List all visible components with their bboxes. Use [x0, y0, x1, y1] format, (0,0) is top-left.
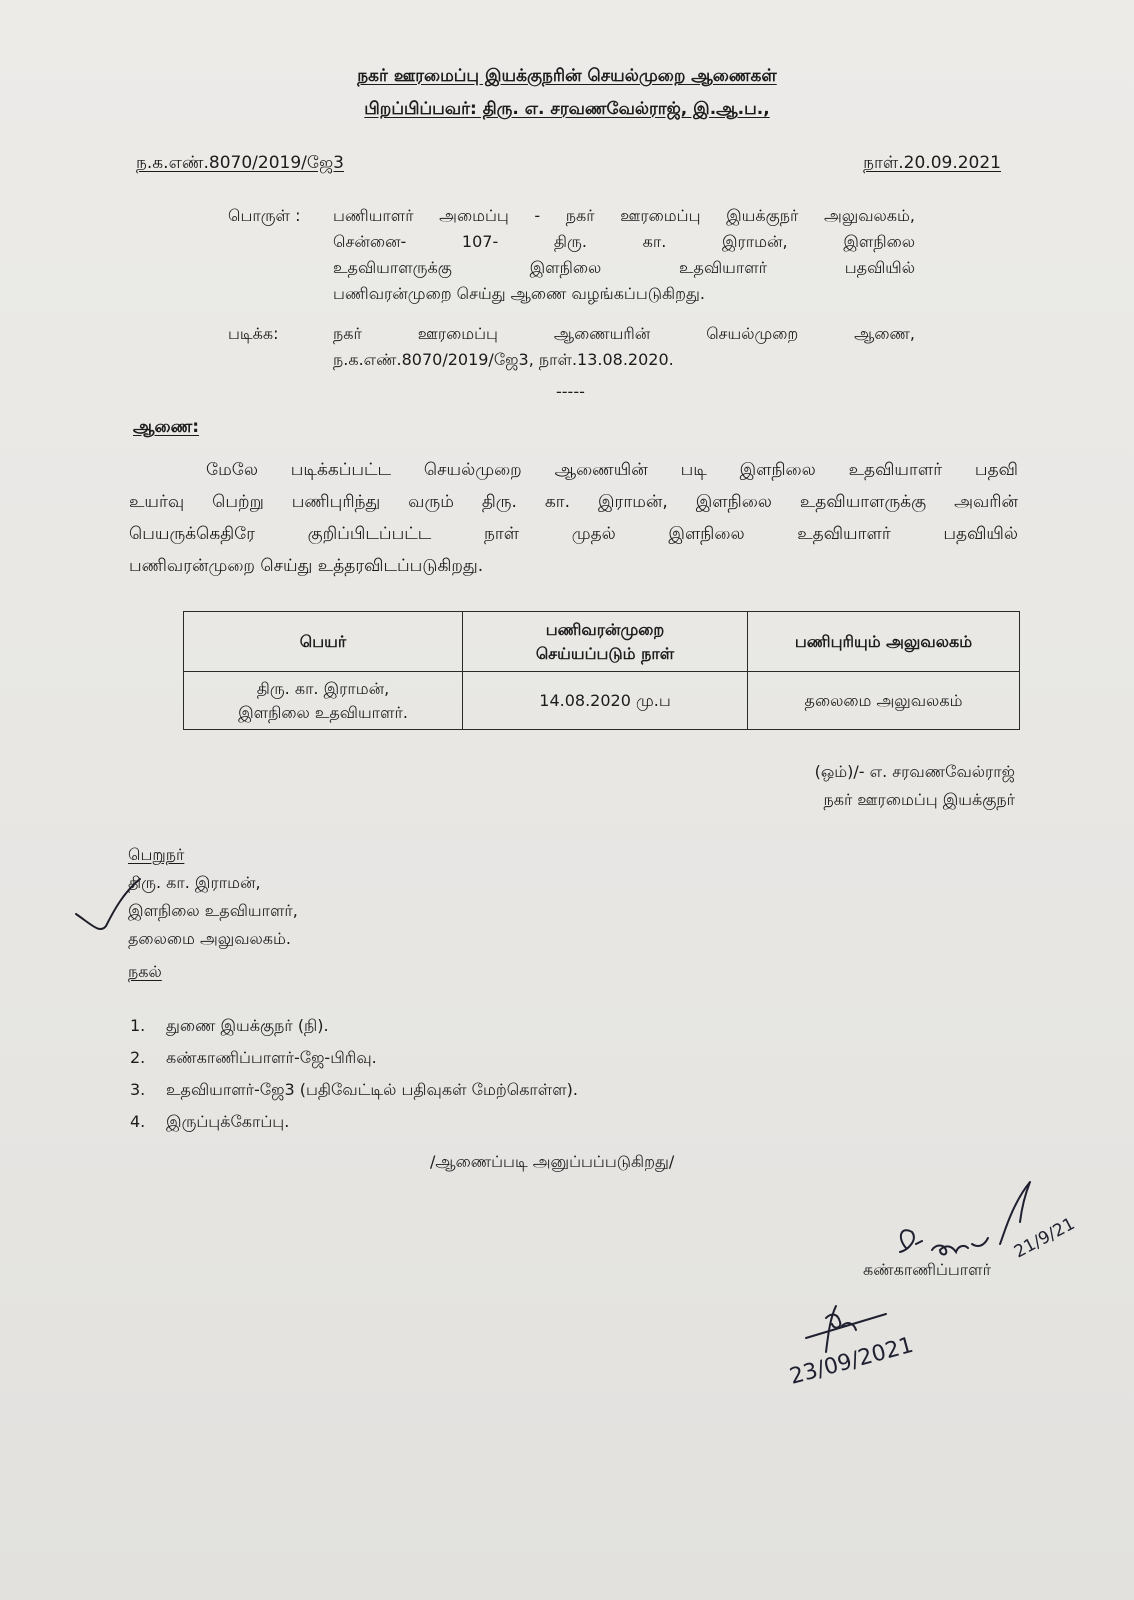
recipient-line: இளநிலை உதவியாளர், [128, 901, 298, 920]
reference-label: படிக்க: [228, 324, 279, 343]
list-item-text: கண்காணிப்பாளர்-ஜே-பிரிவு. [166, 1048, 377, 1067]
list-item-text: உதவியாளர்-ஜே3 (பதிவேட்டில் பதிவுகள் மேற்கொள்ள). [166, 1080, 578, 1099]
recipient-heading: பெறுநர் [128, 845, 185, 864]
subject-line: பணிவரன்முறை செய்து ஆணை வழங்கப்படுகிறது. [333, 284, 705, 303]
list-item-text: இருப்புக்கோப்பு. [166, 1112, 290, 1131]
superintendent-label: கண்காணிப்பாளர் [863, 1260, 991, 1279]
list-item: 1. துணை இயக்குநர் (நி). [130, 1016, 329, 1035]
column-header-office: பணிபுரியும் அலுவலகம் [748, 612, 1020, 672]
tick-mark-icon [76, 879, 140, 929]
signature-name: (ஒம்)/- எ. சரவணவேல்ராஜ் [814, 762, 1015, 781]
subject-line: சென்னை- 107- திரு. கா. இராமன், இளநிலை [333, 232, 915, 251]
list-item: 4. இருப்புக்கோப்பு. [130, 1112, 290, 1131]
order-heading: ஆணை: [133, 417, 200, 437]
copy-heading: நகல் [128, 962, 162, 981]
recipient-line: திரு. கா. இராமன், [128, 873, 261, 892]
recipient-line: தலைமை அலுவலகம். [128, 929, 291, 948]
signature-designation: நகர் ஊரமைப்பு இயக்குநர் [823, 790, 1015, 809]
handwritten-date-1: 21/9/21 [1010, 1213, 1079, 1263]
list-item: 3. உதவியாளர்-ஜே3 (பதிவேட்டில் பதிவுகள் மேற்கொள்ள). [130, 1080, 578, 1099]
cell-name-line: இளநிலை உதவியாளர். [238, 702, 408, 722]
issuer-line: பிறப்பிப்பவர்: திரு. எ. சரவணவேல்ராஜ், இ.ஆ.ப., [364, 99, 770, 119]
reference-line: ந.க.எண்.8070/2019/ஜே3, நாள்.13.08.2020. [333, 350, 674, 369]
superintendent-signature-icon [900, 1182, 1030, 1255]
forwarded-note: /ஆணைப்படி அனுப்பப்படுகிறது/ [430, 1152, 675, 1171]
column-header-name: பெயர் [184, 612, 463, 672]
cell-name-line: திரு. கா. இராமன், [256, 678, 390, 698]
order-line: மேலே படிக்கப்பட்ட செயல்முறை ஆணையின் படி இளநிலை உதவியாளர் பதவி [206, 460, 1018, 480]
order-line: பெயருக்கெதிரே குறிப்பிடப்பட்ட நாள் முதல் இளநிலை உதவியாளர் பதவியில் [129, 524, 1018, 544]
reference-number: ந.க.எண்.8070/2019/ஜே3 [136, 153, 344, 173]
order-date: நாள்.20.09.2021 [863, 153, 1001, 173]
list-item-text: துணை இயக்குநர் (நி). [166, 1016, 329, 1035]
column-header-date-line: பணிவரன்முறை [545, 619, 665, 639]
cell-office: தலைமை அலுவலகம் [748, 672, 1020, 730]
reference-line: நகர் ஊரமைப்பு ஆணையரின் செயல்முறை ஆணை, [333, 324, 915, 343]
subject-line: உதவியாளருக்கு இளநிலை உதவியாளர் பதவியில் [333, 258, 915, 277]
column-header-date-line: செய்யப்படும் நாள் [535, 643, 675, 663]
list-item: 2. கண்காணிப்பாளர்-ஜே-பிரிவு. [130, 1048, 377, 1067]
order-line: உயர்வு பெற்று பணிபுரிந்து வரும் திரு. கா. இராமன், இளநிலை உதவியாளருக்கு அவரின் [129, 492, 1018, 512]
separator: ----- [556, 382, 585, 401]
order-title: நகர் ஊரமைப்பு இயக்குநரின் செயல்முறை ஆணைகள் [357, 66, 777, 86]
order-line: பணிவரன்முறை செய்து உத்தரவிடப்படுகிறது. [129, 556, 484, 576]
subject-label: பொருள் : [228, 206, 301, 225]
cell-date: 14.08.2020 மு.ப [463, 672, 748, 730]
subject-line: பணியாளர் அமைப்பு - நகர் ஊரமைப்பு இயக்குநர் அலுவலகம், [333, 206, 915, 225]
handwritten-date-2: 23/09/2021 [787, 1332, 917, 1390]
